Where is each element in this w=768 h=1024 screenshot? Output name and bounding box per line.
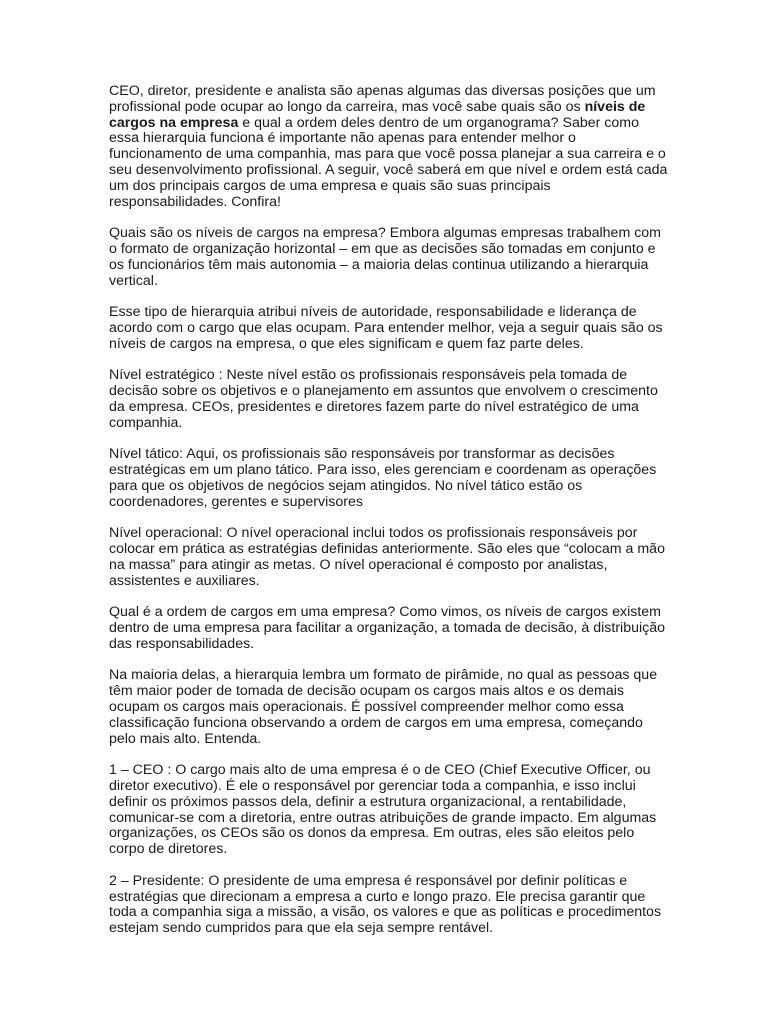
paragraph-nivel-tatico: Nível tático: Aqui, os profissionais são responsáveis por transformar as decisões estratégicas em um plano tático. Para isso, eles gerenciam e coordenam as operações para que os objetivos de negócios sejam atingidos. No nível tático estão os coordenadores, gerentes e supervisores [109, 446, 657, 510]
intro-text-end: e qual a ordem deles dentro de um organograma? Saber como essa hierarquia funciona é importante não apenas para entender melhor o funcionamento de uma companhia, mas para que você possa planejar a sua carreira e o seu desenvolvimento profissional. A seguir, você saberá em que nível e ordem está cada um dos principais cargos de uma empresa e quais são suas principais responsabilidades. Confira! [109, 114, 668, 210]
paragraph-nivel-estrategico: Nível estratégico : Neste nível estão os profissionais responsáveis pela tomada de decisão sobre os objetivos e o planejamento em assuntos que envolvem o crescimento da empresa. CEOs, presidentes e diretores fazem parte do nível estratégico de uma companhia. [109, 367, 658, 431]
paragraph-ordem-cargos: Qual é a ordem de cargos em uma empresa? Como vimos, os níveis de cargos existem dentro de uma empresa para facilitar a organização, a tomada de decisão, à distribuição das responsabilidades. [109, 604, 666, 652]
document-page [109, 84, 669, 953]
paragraph-hierarquia: Esse tipo de hierarquia atribui níveis de autoridade, responsabilidade e liderança de acordo com o cargo que elas ocupam. Para entender melhor, veja a seguir quais são os níveis de cargos na empresa, o que eles significam e quem faz parte deles. [109, 304, 663, 352]
paragraph-niveis-question: Quais são os níveis de cargos na empresa? Embora algumas empresas trabalhem com o formato de organização horizontal – em que as decisões são tomadas em conjunto e os funcionários têm mais autonomia – a maioria delas continua utilizando a hierarquia vertical. [109, 225, 662, 289]
paragraph-nivel-operacional: Nível operacional: O nível operacional inclui todos os profissionais responsáveis por colocar em prática as estratégias definidas anteriormente. São eles que “colocam a mão na massa” para atingir as metas. O nível operacional é composto por analistas, assistentes e auxiliares. [109, 525, 665, 589]
paragraph-presidente: 2 – Presidente: O presidente de uma empresa é responsável por definir políticas e estratégias que direcionam a empresa a curto e longo prazo. Ele precisa garantir que toda a companhia siga a missão, a visão, os valores e que as políticas e procedimentos estejam sendo cumpridos para que ela seja sempre rentável. [109, 872, 662, 937]
intro-paragraph [109, 84, 669, 210]
intro-bold-phrase: níveis de cargos na empresa [109, 98, 646, 131]
intro-text-start: CEO, diretor, presidente e analista são apenas algumas das diversas posições que um profissional pode ocupar ao longo da carreira, mas você sabe quais são os [109, 83, 656, 115]
paragraph-ceo: 1 – CEO : O cargo mais alto de uma empresa é o de CEO (Chief Executive Officer, ou diretor executivo). É ele o responsável por gerenciar toda a companhia, e isso inclui definir os próximos passos dela, definir a estrutura organizacional, a rentabilidade, comunicar-se com a diretoria, entre outras atribuições de grande impacto. Em algumas organizações, os CEOs são os donos da empresa. Em outras, eles são eleitos pelo corpo de diretores. [109, 762, 657, 858]
paragraph-piramide: Na maioria delas, a hierarquia lembra um formato de pirâmide, no qual as pessoas que têm maior poder de tomada de decisão ocupam os cargos mais altos e os demais ocupam os cargos mais operacionais. É possível compreender melhor como essa classificação funciona observando a ordem de cargos em uma empresa, começando pelo mais alto. Entenda. [109, 667, 658, 747]
